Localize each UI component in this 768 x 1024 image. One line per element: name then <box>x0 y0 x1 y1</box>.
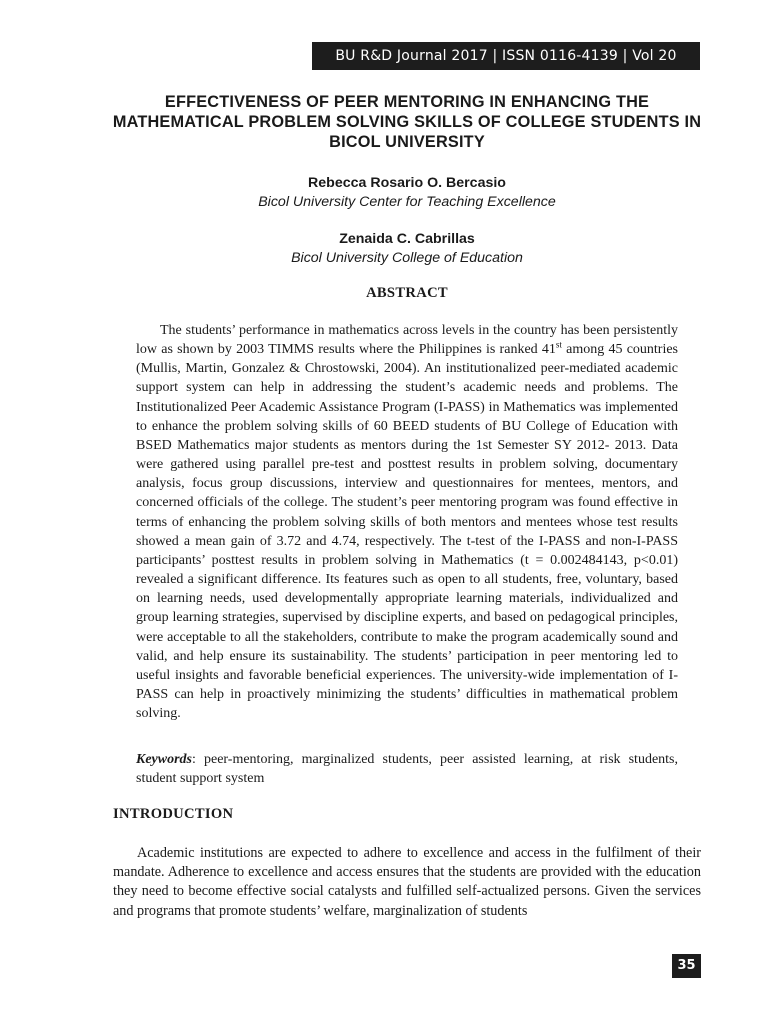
introduction-paragraph: Academic institutions are expected to adhere to excellence and access in the fulfilment of their mandate. Adherence to excellence and access ensures that the students are provided with the education they need to become effective social catalysts and fulfilled self-actualized persons. Given the services and programs that promote students’ welfare, marginalization of students <box>113 845 701 919</box>
paper-title: EFFECTIVENESS OF PEER MENTORING IN ENHANCING THE MATHEMATICAL PROBLEM SOLVING SKILLS OF COLLEGE STUDENTS IN BICOL UNIVERSITY <box>112 93 702 151</box>
author-affiliation: Bicol University College of Education <box>291 250 523 266</box>
page-number-badge <box>672 954 701 978</box>
ordinal-superscript: st <box>555 339 562 350</box>
introduction-heading: INTRODUCTION <box>113 806 234 822</box>
journal-header-bar <box>312 42 700 70</box>
author-block-1 <box>112 174 702 212</box>
keywords-paragraph <box>136 750 678 788</box>
page-number: 35 <box>677 958 696 973</box>
abstract-heading: ABSTRACT <box>366 285 448 301</box>
abstract-paragraph <box>136 321 678 723</box>
author-block-2 <box>112 230 702 268</box>
author-affiliation: Bicol University Center for Teaching Excellence <box>258 194 556 210</box>
keywords-label: Keywords <box>136 752 192 767</box>
journal-header-text: BU R&D Journal 2017 | ISSN 0116-4139 | Vol 20 <box>335 48 677 64</box>
abstract-text-part-1: The students’ performance in mathematics across levels in the country has been persistently low as shown by 2003 TIMMS results where the Philippines is ranked 41 <box>136 323 678 358</box>
author-name: Zenaida C. Cabrillas <box>339 231 475 247</box>
abstract-text-part-2: among 45 countries (Mullis, Martin, Gonzalez & Chrostowski, 2004). An institutionalized peer-mediated academic support system can help in addressing the student’s academic needs and problems. The Institutionalized Peer Academic Assistance Program (I-PASS) in Mathematics was implemented to enhance the problem solving skills of 60 BEED students of BU College of Education with BSED Mathematics major students as mentors during the 1st Semester SY 2012- 2013. Data were gathered using parallel pre-test and posttest results in problem solving, documentary analysis, focus group discussions, interview and questionnaires for mentees, mentors, and concerned officials of the college. The student’s peer mentoring program was found effective in terms of enhancing the problem solving skills of both mentors and mentees whose test results showed a mean gain of 3.72 and 4.74, respectively. The t-test of the I-PASS and non-I-PASS participants’ posttest results in problem solving in Mathematics (t = 0.002484143, p<0.01) revealed a significant difference. Its features such as open to all students, free, voluntary, based on learning needs, used developmentally appropriate learning materials, individualized and group learning strategies, supervised by discipline experts, and based on pedagogical principles, were acceptable to all the stakeholders, contribute to make the program academically sound and valid, and help ensure its sustainability. The students’ participation in peer mentoring led to useful insights and favorable beneficial experiences. The university-wide implementation of I-PASS can help in proactively minimizing the students’ difficulties in mathematical problem solving. <box>136 342 679 722</box>
author-name: Rebecca Rosario O. Bercasio <box>308 175 506 191</box>
keywords-text: : peer-mentoring, marginalized students, peer assisted learning, at risk students, student support system <box>136 752 678 787</box>
